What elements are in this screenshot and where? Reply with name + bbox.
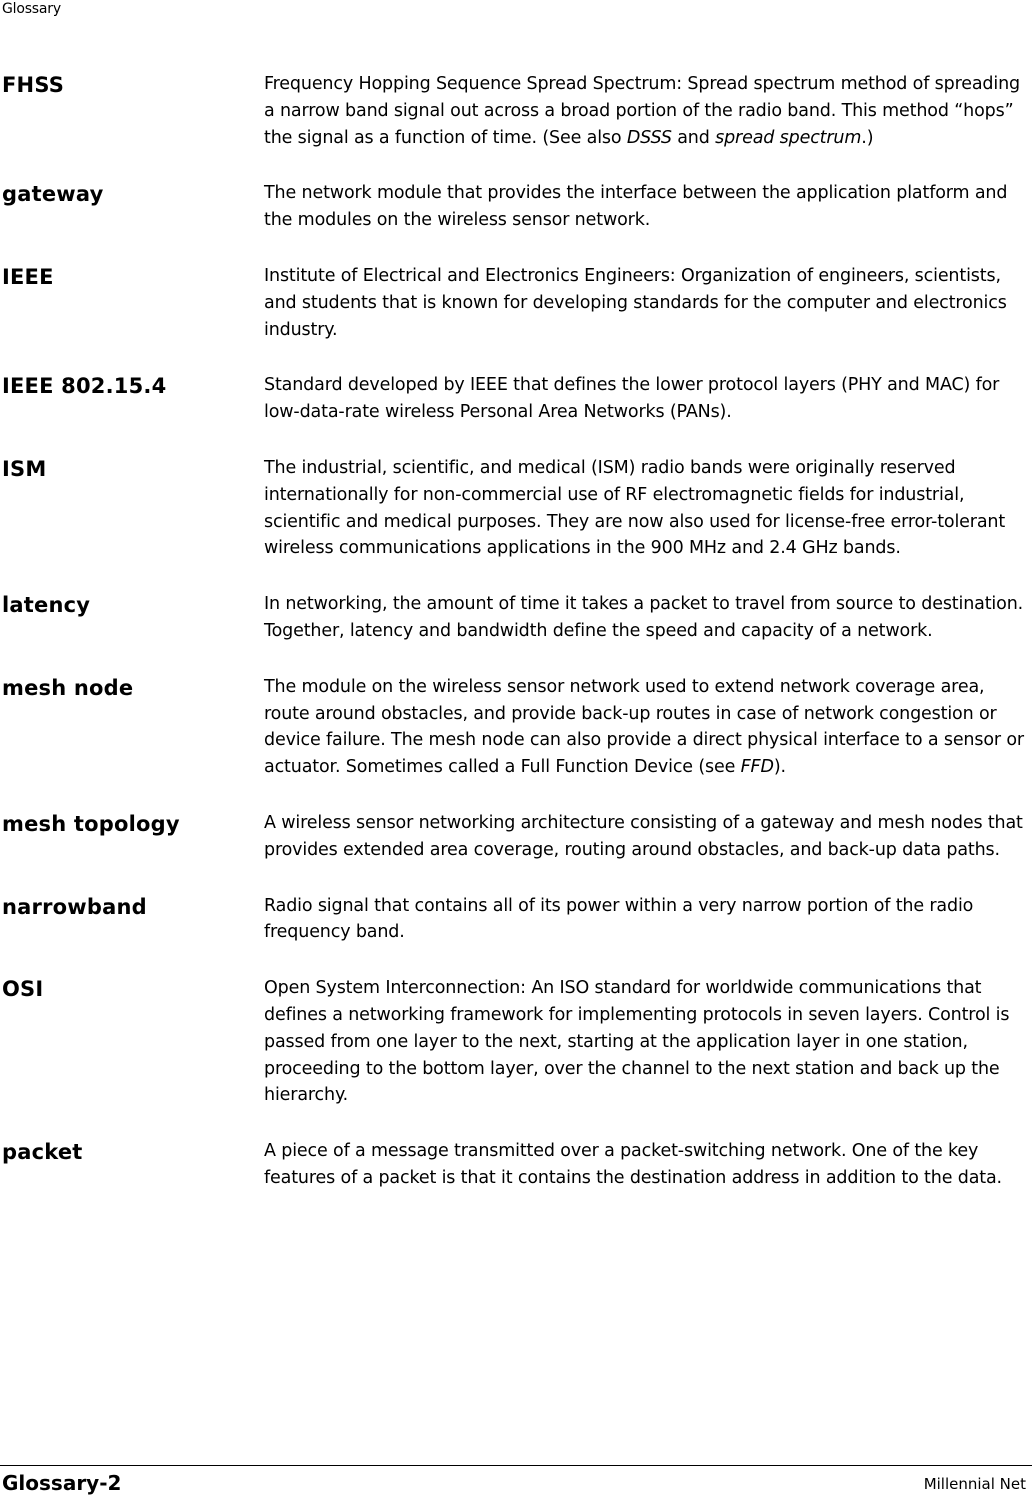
glossary-entry <box>0 70 1032 151</box>
glossary-definition <box>264 673 1030 781</box>
glossary-term: IEEE 802.15.4 <box>2 374 167 399</box>
glossary-term: OSI <box>2 977 44 1002</box>
glossary-term: latency <box>2 593 91 618</box>
glossary-definition <box>264 1137 1030 1192</box>
glossary-term: narrowband <box>2 894 147 919</box>
definition-text: ). <box>773 757 786 778</box>
glossary-entry <box>0 590 1032 645</box>
definition-cross-reference: DSSS <box>626 127 672 148</box>
glossary-entry <box>0 892 1032 947</box>
glossary-definition <box>264 892 1030 947</box>
footer-page-label: Glossary-2 <box>2 1471 122 1495</box>
definition-text: In networking, the amount of time it takes a packet to travel from source to destination. Together, latency and bandwidth define the speed and capacity of a network. <box>264 594 1024 641</box>
glossary-definition <box>264 809 1030 864</box>
glossary-definition <box>264 590 1030 645</box>
definition-text: The module on the wireless sensor network used to extend network coverage area, route around obstacles, and provide back-up routes in case of network congestion or device failure. The mesh node can also provide a direct physical interface to a sensor or actuator. Sometimes called a Full Function Device (see <box>264 676 1024 778</box>
definition-text: A wireless sensor networking architecture consisting of a gateway and mesh nodes that provides extended area coverage, routing around obstacles, and back-up data paths. <box>264 812 1023 860</box>
glossary-term: mesh node <box>2 675 134 700</box>
definition-text: Radio signal that contains all of its power within a very narrow portion of the radio frequency band. <box>264 895 974 943</box>
glossary-term: ISM <box>2 456 47 481</box>
glossary-term: FHSS <box>2 73 65 97</box>
glossary-definition <box>264 454 1030 562</box>
definition-text: Open System Interconnection: An ISO standard for worldwide communications that defines a networking framework for implementing protocols in seven layers. Control is passed from one layer to the next, starting at the application layer in one station, proceeding to the bottom layer, over the channel to the next station and back up the hierarchy. <box>264 978 1010 1106</box>
definition-text: and <box>671 127 716 148</box>
definition-cross-reference: FFD <box>740 757 774 778</box>
footer-publisher: Millennial Net <box>923 1475 1026 1493</box>
definition-cross-reference: spread spectrum <box>715 127 862 148</box>
definition-text: Institute of Electrical and Electronics Engineers: Organization of engineers, scientists, and students that is known for developing standards for the computer and electronics industry. <box>264 265 1007 340</box>
glossary-definition <box>264 974 1030 1109</box>
definition-text: The industrial, scientific, and medical (ISM) radio bands were originally reserved internationally for non-commercial use of RF electromagnetic fields for industrial, scientific and medical purposes. They are now also used for license-free error-tolerant wireless communications applications in the 900 MHz and 2.4 GHz bands. <box>264 457 1006 559</box>
definition-text: The network module that provides the interface between the application platform and the modules on the wireless sensor network. <box>264 183 1008 231</box>
glossary-definition <box>264 179 1030 234</box>
glossary-entry <box>0 673 1032 781</box>
glossary-entry <box>0 371 1032 426</box>
glossary-definition <box>264 262 1030 343</box>
glossary-entry <box>0 974 1032 1109</box>
definition-text: Standard developed by IEEE that defines the lower protocol layers (PHY and MAC) for low-data-rate wireless Personal Area Networks (PANs). <box>264 375 1000 423</box>
glossary-entry <box>0 809 1032 864</box>
glossary-definition <box>264 371 1030 426</box>
glossary-entry <box>0 179 1032 234</box>
glossary-term: mesh topology <box>2 811 180 836</box>
definition-text: Frequency Hopping Sequence Spread Spectrum: Spread spectrum method of spreading a narrow band signal out across a broad portion of the radio band. This method “hops” the signal as a function of time. (See also <box>264 74 1020 148</box>
glossary-entry <box>0 454 1032 562</box>
glossary-definition <box>264 70 1030 151</box>
footer-divider <box>0 1465 1032 1466</box>
glossary-entry <box>0 262 1032 343</box>
glossary-term: IEEE <box>2 264 54 289</box>
running-header-title: Glossary <box>2 1 61 17</box>
definition-text: A piece of a message transmitted over a packet-switching network. One of the key features of a packet is that it contains the destination address in addition to the data. <box>264 1141 1002 1188</box>
glossary-term: gateway <box>2 182 104 207</box>
glossary-term: packet <box>2 1140 83 1165</box>
glossary-entry-list <box>0 70 1032 1220</box>
definition-text: .) <box>861 127 874 148</box>
glossary-entry <box>0 1137 1032 1192</box>
